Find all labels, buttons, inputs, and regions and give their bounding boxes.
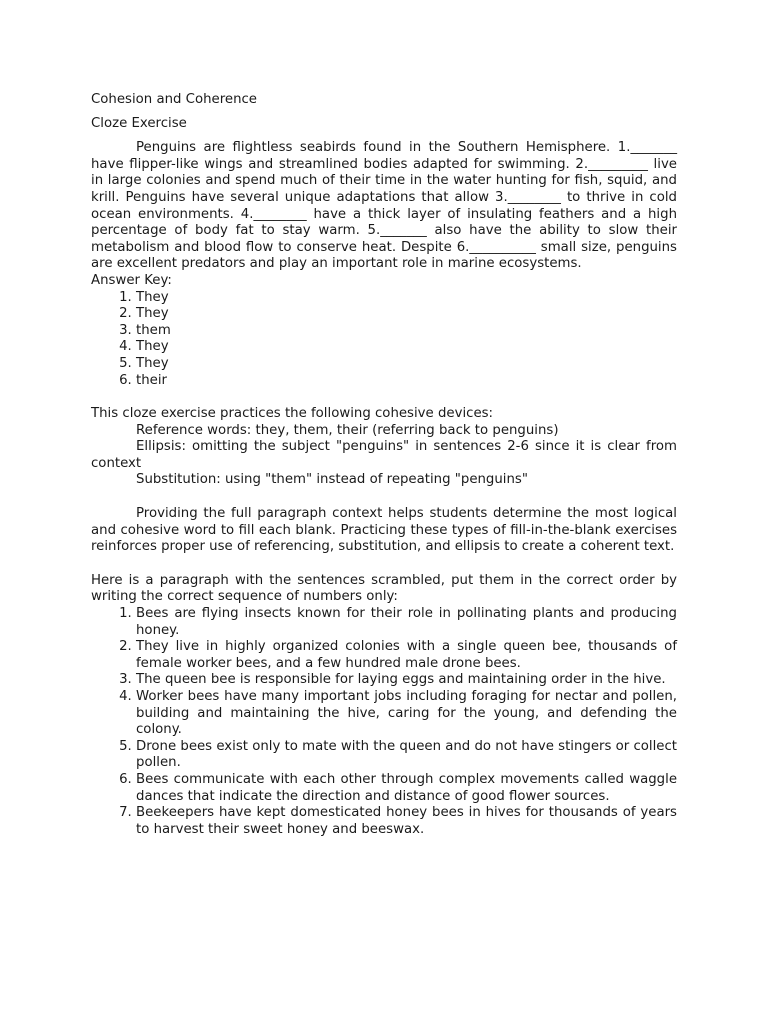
answer-key-list — [91, 290, 677, 390]
answer-item: 5. They — [136, 356, 677, 373]
scramble-item: 1. Bees are flying insects known for their role in pollinating plants and producing honey. — [136, 606, 677, 639]
document-title: Cohesion and Coherence — [91, 92, 257, 107]
scramble-item: 7. Beekeepers have kept domesticated honey bees in hives for thousands of years to harvest their sweet honey and beeswax. — [136, 805, 677, 838]
answer-item: 4. They — [136, 339, 677, 356]
scramble-item: 2. They live in highly organized colonies with a single queen bee, thousands of female worker bees, and a few hundred male drone bees. — [136, 639, 677, 672]
scramble-item: 5. Drone bees exist only to mate with the queen and do not have stingers or collect pollen. — [136, 739, 677, 772]
answer-item: 1. They — [136, 290, 677, 307]
scramble-intro: Here is a paragraph with the sentences scrambled, put them in the correct order by writing the correct sequence of numbers only: — [91, 572, 677, 605]
device-reference: Reference words: they, them, their (referring back to penguins) — [136, 422, 559, 438]
answer-item: 2. They — [136, 306, 677, 323]
spacer — [91, 389, 677, 406]
scramble-item: 3. The queen bee is responsible for laying eggs and maintaining order in the hive. — [136, 672, 677, 689]
spacer — [91, 489, 677, 506]
spacer — [91, 556, 677, 573]
scramble-item: 6. Bees communicate with each other through complex movements called waggle dances that indicate the direction and distance of good flower sources. — [136, 772, 677, 805]
answer-key-label: Answer Key: — [91, 272, 172, 288]
document-page — [91, 92, 677, 838]
document-subtitle: Cloze Exercise — [91, 115, 187, 131]
answer-item: 6. their — [136, 373, 677, 390]
device-ellipsis: Ellipsis: omitting the subject "penguins" in sentences 2-6 since it is clear from context — [91, 439, 677, 471]
answer-item: 3. them — [136, 323, 677, 340]
scramble-item: 4. Worker bees have many important jobs including foraging for nectar and pollen, building and maintaining the hive, caring for the young, and defending the colony. — [136, 689, 677, 739]
device-substitution: Substitution: using "them" instead of repeating "penguins" — [136, 472, 528, 488]
context-paragraph: Providing the full paragraph context helps students determine the most logical and cohesive word to fill each blank. Practicing these types of fill-in-the-blank exercises reinforces proper use of referencing, substitution, and ellipsis to create a coherent text. — [91, 506, 677, 555]
cloze-paragraph: Penguins are flightless seabirds found in the Southern Hemisphere. 1._______ have flipper-like wings and streamlined bodies adapted for swimming. 2._________ live in large colonies and spend much of their time in the water hunting for fish, squid, and krill. Penguins have several unique adaptations that allow 3.________ to thrive in cold ocean environments. 4.________ have a thick layer of insulating feathers and a high percentage of body fat to stay warm. 5._______ also have the ability to slow their metabolism and blood flow to conserve heat. Despite 6.__________ small size, penguins are excellent predators and play an important role in marine ecosystems. — [91, 140, 677, 272]
devices-intro: This cloze exercise practices the following cohesive devices: — [91, 406, 494, 422]
scramble-list — [91, 606, 677, 838]
